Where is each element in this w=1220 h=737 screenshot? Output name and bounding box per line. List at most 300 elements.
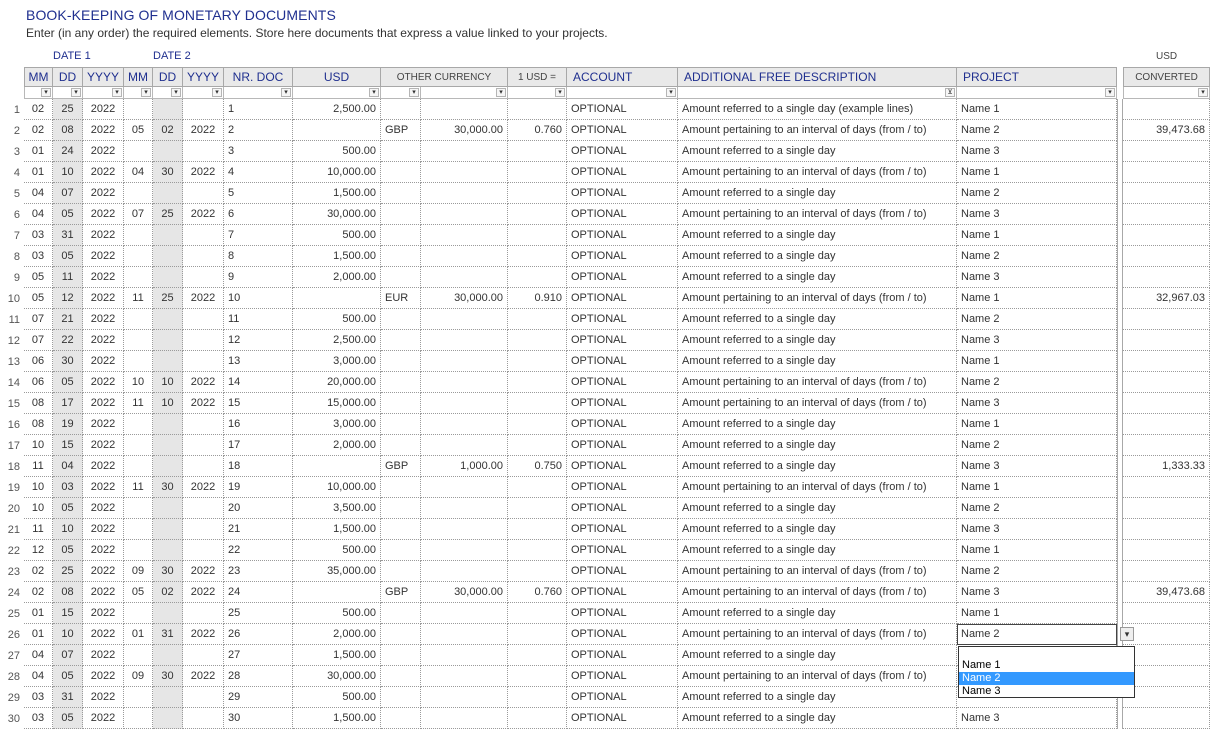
cell-yyyy2[interactable] — [183, 309, 224, 330]
cell-usd[interactable]: 1,500.00 — [293, 708, 381, 729]
cell-rate[interactable] — [508, 540, 567, 561]
cell-converted[interactable] — [1123, 624, 1210, 645]
cell-yyyy2[interactable] — [183, 414, 224, 435]
cell-account[interactable]: OPTIONAL — [567, 183, 678, 204]
cell-account[interactable]: OPTIONAL — [567, 246, 678, 267]
cell-usd[interactable]: 500.00 — [293, 141, 381, 162]
cell-dd1[interactable]: 08 — [53, 582, 83, 603]
cell-dd1[interactable]: 07 — [53, 645, 83, 666]
cell-description[interactable]: Amount pertaining to an interval of days (from / to) — [678, 582, 957, 603]
cell-project[interactable]: Name 1 — [957, 540, 1117, 561]
cell-dd2[interactable]: 25 — [153, 204, 183, 225]
cell-dd2[interactable]: 30 — [153, 477, 183, 498]
cell-mm2[interactable] — [124, 99, 153, 120]
cell-yyyy2[interactable]: 2022 — [183, 162, 224, 183]
cell-dd1[interactable]: 05 — [53, 372, 83, 393]
cell-description[interactable]: Amount referred to a single day (example lines) — [678, 99, 957, 120]
cell-dd2[interactable]: 10 — [153, 393, 183, 414]
cell-amount[interactable] — [421, 267, 508, 288]
cell-yyyy1[interactable]: 2022 — [83, 624, 124, 645]
dropdown-arrow-icon[interactable]: ▾ — [409, 88, 419, 97]
cell-yyyy1[interactable]: 2022 — [83, 120, 124, 141]
cell-project[interactable]: Name 2 — [957, 624, 1117, 645]
cell-rate[interactable] — [508, 666, 567, 687]
cell-usd[interactable]: 15,000.00 — [293, 393, 381, 414]
chevron-down-icon[interactable]: ▾ — [1120, 627, 1134, 641]
col-description[interactable]: ADDITIONAL FREE DESCRIPTION — [678, 67, 957, 87]
cell-project[interactable]: Name 1 — [957, 288, 1117, 309]
cell-yyyy2[interactable] — [183, 141, 224, 162]
cell-dd2[interactable] — [153, 309, 183, 330]
cell-currency[interactable]: GBP — [381, 456, 421, 477]
cell-dd1[interactable]: 07 — [53, 183, 83, 204]
cell-converted[interactable] — [1123, 162, 1210, 183]
cell-yyyy1[interactable]: 2022 — [83, 603, 124, 624]
cell-rate[interactable] — [508, 687, 567, 708]
cell-description[interactable]: Amount referred to a single day — [678, 246, 957, 267]
cell-currency[interactable] — [381, 414, 421, 435]
cell-nrdoc[interactable]: 15 — [224, 393, 293, 414]
cell-nrdoc[interactable]: 28 — [224, 666, 293, 687]
dropdown-option-name-3[interactable]: Name 3 — [962, 685, 1001, 697]
cell-currency[interactable] — [381, 708, 421, 729]
cell-mm2[interactable] — [124, 456, 153, 477]
cell-dd2[interactable]: 02 — [153, 120, 183, 141]
col-mm1[interactable]: MM — [24, 67, 53, 87]
cell-amount[interactable] — [421, 225, 508, 246]
cell-account[interactable]: OPTIONAL — [567, 204, 678, 225]
cell-nrdoc[interactable]: 16 — [224, 414, 293, 435]
cell-rate[interactable] — [508, 561, 567, 582]
cell-mm1[interactable]: 08 — [24, 414, 53, 435]
cell-mm2[interactable] — [124, 687, 153, 708]
cell-currency[interactable] — [381, 162, 421, 183]
cell-yyyy2[interactable] — [183, 687, 224, 708]
cell-amount[interactable]: 30,000.00 — [421, 120, 508, 141]
cell-mm2[interactable] — [124, 645, 153, 666]
cell-usd[interactable]: 10,000.00 — [293, 477, 381, 498]
cell-dd2[interactable] — [153, 330, 183, 351]
cell-yyyy2[interactable] — [183, 183, 224, 204]
cell-mm2[interactable] — [124, 183, 153, 204]
cell-rate[interactable] — [508, 393, 567, 414]
filter-project[interactable] — [957, 87, 1117, 99]
filter-rate[interactable] — [508, 87, 567, 99]
cell-amount[interactable] — [421, 309, 508, 330]
cell-description[interactable]: Amount referred to a single day — [678, 267, 957, 288]
col-nrdoc[interactable]: NR. DOC — [224, 67, 293, 87]
cell-usd[interactable]: 1,500.00 — [293, 519, 381, 540]
cell-dd1[interactable]: 05 — [53, 666, 83, 687]
cell-rate[interactable]: 0.760 — [508, 120, 567, 141]
cell-dd1[interactable]: 21 — [53, 309, 83, 330]
cell-converted[interactable] — [1123, 225, 1210, 246]
cell-yyyy2[interactable]: 2022 — [183, 666, 224, 687]
cell-dd2[interactable] — [153, 687, 183, 708]
cell-converted[interactable] — [1123, 477, 1210, 498]
cell-usd[interactable]: 30,000.00 — [293, 204, 381, 225]
cell-currency[interactable]: GBP — [381, 582, 421, 603]
cell-mm1[interactable]: 01 — [24, 141, 53, 162]
cell-dd1[interactable]: 10 — [53, 519, 83, 540]
cell-usd[interactable]: 2,500.00 — [293, 99, 381, 120]
cell-project[interactable]: Name 1 — [957, 351, 1117, 372]
cell-yyyy1[interactable]: 2022 — [83, 309, 124, 330]
cell-project[interactable]: Name 3 — [957, 267, 1117, 288]
cell-mm1[interactable]: 01 — [24, 624, 53, 645]
cell-dd2[interactable]: 02 — [153, 582, 183, 603]
cell-mm1[interactable]: 04 — [24, 645, 53, 666]
cell-yyyy1[interactable]: 2022 — [83, 162, 124, 183]
cell-amount[interactable] — [421, 666, 508, 687]
cell-dd2[interactable] — [153, 183, 183, 204]
cell-dd2[interactable]: 25 — [153, 288, 183, 309]
cell-description[interactable]: Amount referred to a single day — [678, 456, 957, 477]
cell-currency[interactable] — [381, 624, 421, 645]
cell-dd1[interactable]: 22 — [53, 330, 83, 351]
dropdown-arrow-icon[interactable]: ▾ — [1105, 88, 1115, 97]
cell-usd[interactable]: 3,000.00 — [293, 414, 381, 435]
cell-mm1[interactable]: 05 — [24, 267, 53, 288]
cell-mm2[interactable] — [124, 267, 153, 288]
col-converted[interactable]: CONVERTED — [1123, 67, 1210, 87]
cell-mm1[interactable]: 03 — [24, 246, 53, 267]
cell-yyyy1[interactable]: 2022 — [83, 267, 124, 288]
cell-account[interactable]: OPTIONAL — [567, 456, 678, 477]
cell-project[interactable]: Name 3 — [957, 330, 1117, 351]
dropdown-arrow-icon[interactable]: ▾ — [666, 88, 676, 97]
cell-mm2[interactable] — [124, 519, 153, 540]
cell-yyyy1[interactable]: 2022 — [83, 372, 124, 393]
filter-currency[interactable] — [381, 87, 421, 99]
cell-rate[interactable] — [508, 519, 567, 540]
cell-dd1[interactable]: 08 — [53, 120, 83, 141]
cell-yyyy2[interactable] — [183, 267, 224, 288]
cell-usd[interactable]: 3,500.00 — [293, 498, 381, 519]
cell-dd2[interactable] — [153, 351, 183, 372]
cell-rate[interactable] — [508, 267, 567, 288]
cell-nrdoc[interactable]: 13 — [224, 351, 293, 372]
cell-mm2[interactable] — [124, 540, 153, 561]
filter-account[interactable] — [567, 87, 678, 99]
cell-description[interactable]: Amount pertaining to an interval of days (from / to) — [678, 372, 957, 393]
cell-nrdoc[interactable]: 9 — [224, 267, 293, 288]
cell-project[interactable]: Name 2 — [957, 435, 1117, 456]
cell-rate[interactable] — [508, 498, 567, 519]
cell-yyyy2[interactable]: 2022 — [183, 120, 224, 141]
cell-dd1[interactable]: 10 — [53, 624, 83, 645]
cell-yyyy2[interactable]: 2022 — [183, 582, 224, 603]
cell-amount[interactable] — [421, 372, 508, 393]
cell-description[interactable]: Amount pertaining to an interval of days (from / to) — [678, 162, 957, 183]
cell-rate[interactable] — [508, 183, 567, 204]
cell-nrdoc[interactable]: 11 — [224, 309, 293, 330]
cell-dd1[interactable]: 04 — [53, 456, 83, 477]
cell-dd1[interactable]: 10 — [53, 162, 83, 183]
cell-dd1[interactable]: 05 — [53, 540, 83, 561]
cell-converted[interactable] — [1123, 246, 1210, 267]
cell-converted[interactable] — [1123, 666, 1210, 687]
cell-amount[interactable]: 30,000.00 — [421, 288, 508, 309]
cell-currency[interactable] — [381, 351, 421, 372]
cell-account[interactable]: OPTIONAL — [567, 162, 678, 183]
cell-account[interactable]: OPTIONAL — [567, 330, 678, 351]
cell-amount[interactable] — [421, 414, 508, 435]
cell-yyyy2[interactable]: 2022 — [183, 393, 224, 414]
cell-rate[interactable]: 0.910 — [508, 288, 567, 309]
cell-yyyy1[interactable]: 2022 — [83, 435, 124, 456]
cell-project[interactable]: Name 3 — [957, 519, 1117, 540]
cell-mm1[interactable]: 10 — [24, 477, 53, 498]
cell-nrdoc[interactable]: 8 — [224, 246, 293, 267]
cell-mm2[interactable]: 01 — [124, 624, 153, 645]
cell-currency[interactable] — [381, 246, 421, 267]
cell-account[interactable]: OPTIONAL — [567, 603, 678, 624]
col-usd[interactable]: USD — [293, 67, 381, 87]
cell-account[interactable]: OPTIONAL — [567, 519, 678, 540]
cell-yyyy2[interactable]: 2022 — [183, 624, 224, 645]
cell-amount[interactable] — [421, 393, 508, 414]
cell-currency[interactable] — [381, 204, 421, 225]
cell-converted[interactable]: 39,473.68 — [1123, 120, 1210, 141]
cell-converted[interactable] — [1123, 414, 1210, 435]
col-other-currency[interactable]: OTHER CURRENCY — [381, 67, 508, 87]
cell-mm2[interactable]: 11 — [124, 477, 153, 498]
cell-rate[interactable] — [508, 435, 567, 456]
cell-account[interactable]: OPTIONAL — [567, 288, 678, 309]
cell-converted[interactable] — [1123, 687, 1210, 708]
cell-project[interactable]: Name 3 — [957, 141, 1117, 162]
cell-mm1[interactable]: 04 — [24, 204, 53, 225]
cell-dd1[interactable]: 30 — [53, 351, 83, 372]
cell-usd[interactable]: 500.00 — [293, 603, 381, 624]
cell-converted[interactable] — [1123, 498, 1210, 519]
cell-rate[interactable] — [508, 708, 567, 729]
cell-dd1[interactable]: 15 — [53, 603, 83, 624]
cell-description[interactable]: Amount referred to a single day — [678, 183, 957, 204]
cell-account[interactable]: OPTIONAL — [567, 435, 678, 456]
dropdown-arrow-icon[interactable]: ▾ — [41, 88, 51, 97]
cell-usd[interactable]: 1,500.00 — [293, 246, 381, 267]
cell-converted[interactable]: 39,473.68 — [1123, 582, 1210, 603]
cell-yyyy1[interactable]: 2022 — [83, 288, 124, 309]
cell-account[interactable]: OPTIONAL — [567, 561, 678, 582]
cell-dd1[interactable]: 17 — [53, 393, 83, 414]
cell-dd2[interactable] — [153, 414, 183, 435]
filter-nrdoc[interactable] — [224, 87, 293, 99]
cell-mm1[interactable]: 02 — [24, 582, 53, 603]
cell-mm2[interactable] — [124, 225, 153, 246]
cell-description[interactable]: Amount referred to a single day — [678, 603, 957, 624]
cell-yyyy2[interactable] — [183, 498, 224, 519]
cell-usd[interactable]: 30,000.00 — [293, 666, 381, 687]
cell-mm1[interactable]: 02 — [24, 120, 53, 141]
cell-account[interactable]: OPTIONAL — [567, 582, 678, 603]
cell-amount[interactable] — [421, 477, 508, 498]
cell-nrdoc[interactable]: 4 — [224, 162, 293, 183]
cell-usd[interactable]: 1,500.00 — [293, 183, 381, 204]
cell-yyyy1[interactable]: 2022 — [83, 393, 124, 414]
project-dropdown-list[interactable] — [958, 646, 1135, 698]
cell-yyyy2[interactable]: 2022 — [183, 372, 224, 393]
dropdown-arrow-icon[interactable]: ▾ — [141, 88, 151, 97]
cell-converted[interactable] — [1123, 645, 1210, 666]
cell-account[interactable]: OPTIONAL — [567, 99, 678, 120]
cell-currency[interactable] — [381, 372, 421, 393]
cell-amount[interactable]: 30,000.00 — [421, 582, 508, 603]
cell-account[interactable]: OPTIONAL — [567, 477, 678, 498]
cell-nrdoc[interactable]: 17 — [224, 435, 293, 456]
cell-usd[interactable]: 2,000.00 — [293, 624, 381, 645]
cell-currency[interactable] — [381, 645, 421, 666]
cell-yyyy1[interactable]: 2022 — [83, 456, 124, 477]
cell-dd2[interactable] — [153, 141, 183, 162]
cell-amount[interactable] — [421, 183, 508, 204]
cell-account[interactable]: OPTIONAL — [567, 141, 678, 162]
cell-dd2[interactable] — [153, 99, 183, 120]
cell-project[interactable]: Name 2 — [957, 183, 1117, 204]
cell-mm2[interactable] — [124, 246, 153, 267]
cell-dd1[interactable]: 05 — [53, 204, 83, 225]
cell-dd2[interactable] — [153, 225, 183, 246]
cell-account[interactable]: OPTIONAL — [567, 309, 678, 330]
cell-converted[interactable] — [1123, 204, 1210, 225]
cell-rate[interactable] — [508, 624, 567, 645]
cell-rate[interactable] — [508, 603, 567, 624]
cell-mm1[interactable]: 01 — [24, 603, 53, 624]
cell-rate[interactable] — [508, 330, 567, 351]
dropdown-arrow-icon[interactable]: ▾ — [369, 88, 379, 97]
cell-description[interactable]: Amount referred to a single day — [678, 435, 957, 456]
cell-nrdoc[interactable]: 26 — [224, 624, 293, 645]
cell-rate[interactable] — [508, 162, 567, 183]
cell-project[interactable]: Name 2 — [957, 120, 1117, 141]
cell-nrdoc[interactable]: 2 — [224, 120, 293, 141]
cell-description[interactable]: Amount referred to a single day — [678, 498, 957, 519]
cell-project[interactable]: Name 2 — [957, 309, 1117, 330]
cell-dd2[interactable] — [153, 645, 183, 666]
cell-amount[interactable] — [421, 498, 508, 519]
cell-mm1[interactable]: 02 — [24, 99, 53, 120]
cell-amount[interactable] — [421, 330, 508, 351]
dropdown-arrow-icon[interactable]: ▾ — [496, 88, 506, 97]
cell-mm1[interactable]: 08 — [24, 393, 53, 414]
cell-mm1[interactable]: 12 — [24, 540, 53, 561]
cell-converted[interactable] — [1123, 393, 1210, 414]
col-mm2[interactable]: MM — [124, 67, 153, 87]
cell-mm2[interactable] — [124, 351, 153, 372]
col-dd1[interactable]: DD — [53, 67, 83, 87]
cell-description[interactable]: Amount referred to a single day — [678, 708, 957, 729]
cell-account[interactable]: OPTIONAL — [567, 540, 678, 561]
cell-yyyy1[interactable]: 2022 — [83, 477, 124, 498]
cell-converted[interactable] — [1123, 708, 1210, 729]
col-account[interactable]: ACCOUNT — [567, 67, 678, 87]
cell-nrdoc[interactable]: 29 — [224, 687, 293, 708]
cell-dd1[interactable]: 03 — [53, 477, 83, 498]
cell-yyyy2[interactable] — [183, 540, 224, 561]
filter-usd[interactable] — [293, 87, 381, 99]
cell-dd2[interactable] — [153, 540, 183, 561]
cell-rate[interactable] — [508, 141, 567, 162]
cell-currency[interactable] — [381, 225, 421, 246]
cell-usd[interactable]: 3,000.00 — [293, 351, 381, 372]
dropdown-arrow-icon[interactable]: ▾ — [171, 88, 181, 97]
cell-project[interactable]: Name 3 — [957, 204, 1117, 225]
cell-dd2[interactable] — [153, 435, 183, 456]
cell-account[interactable]: OPTIONAL — [567, 267, 678, 288]
cell-converted[interactable]: 1,333.33 — [1123, 456, 1210, 477]
cell-mm1[interactable]: 07 — [24, 330, 53, 351]
cell-mm1[interactable]: 06 — [24, 351, 53, 372]
cell-dd1[interactable]: 31 — [53, 687, 83, 708]
col-project[interactable]: PROJECT — [957, 67, 1117, 87]
cell-amount[interactable] — [421, 603, 508, 624]
cell-usd[interactable] — [293, 120, 381, 141]
cell-mm2[interactable]: 09 — [124, 561, 153, 582]
cell-amount[interactable] — [421, 99, 508, 120]
cell-converted[interactable]: 32,967.03 — [1123, 288, 1210, 309]
cell-amount[interactable] — [421, 561, 508, 582]
filter-dd1[interactable] — [53, 87, 83, 99]
cell-dd1[interactable]: 05 — [53, 708, 83, 729]
filter-mm1[interactable] — [24, 87, 53, 99]
cell-mm1[interactable]: 02 — [24, 561, 53, 582]
dropdown-option-name-1[interactable]: Name 1 — [962, 659, 1001, 671]
cell-usd[interactable] — [293, 456, 381, 477]
cell-yyyy1[interactable]: 2022 — [83, 687, 124, 708]
cell-converted[interactable] — [1123, 309, 1210, 330]
cell-yyyy1[interactable]: 2022 — [83, 246, 124, 267]
cell-yyyy2[interactable] — [183, 456, 224, 477]
cell-yyyy2[interactable] — [183, 645, 224, 666]
cell-dd1[interactable]: 25 — [53, 561, 83, 582]
cell-dd2[interactable] — [153, 603, 183, 624]
cell-currency[interactable] — [381, 183, 421, 204]
cell-rate[interactable] — [508, 225, 567, 246]
cell-account[interactable]: OPTIONAL — [567, 414, 678, 435]
cell-dd2[interactable]: 30 — [153, 666, 183, 687]
cell-dd1[interactable]: 05 — [53, 246, 83, 267]
cell-currency[interactable] — [381, 498, 421, 519]
cell-project[interactable]: Name 2 — [957, 561, 1117, 582]
cell-yyyy1[interactable]: 2022 — [83, 183, 124, 204]
cell-usd[interactable]: 500.00 — [293, 687, 381, 708]
cell-usd[interactable]: 500.00 — [293, 309, 381, 330]
cell-converted[interactable] — [1123, 183, 1210, 204]
dropdown-arrow-icon[interactable]: ▾ — [71, 88, 81, 97]
filter-amount[interactable] — [421, 87, 508, 99]
cell-description[interactable]: Amount pertaining to an interval of days (from / to) — [678, 393, 957, 414]
col-yyyy1[interactable]: YYYY — [83, 67, 124, 87]
col-dd2[interactable]: DD — [153, 67, 183, 87]
cell-nrdoc[interactable]: 21 — [224, 519, 293, 540]
dropdown-option-name-2[interactable]: Name 2 — [959, 672, 1134, 685]
cell-currency[interactable] — [381, 309, 421, 330]
cell-account[interactable]: OPTIONAL — [567, 645, 678, 666]
filter-description[interactable] — [678, 87, 957, 99]
cell-dd1[interactable]: 05 — [53, 498, 83, 519]
cell-project[interactable]: Name 3 — [957, 456, 1117, 477]
cell-dd2[interactable] — [153, 456, 183, 477]
cell-nrdoc[interactable]: 18 — [224, 456, 293, 477]
cell-amount[interactable] — [421, 246, 508, 267]
cell-rate[interactable] — [508, 414, 567, 435]
cell-nrdoc[interactable]: 23 — [224, 561, 293, 582]
cell-mm2[interactable]: 09 — [124, 666, 153, 687]
cell-dd1[interactable]: 11 — [53, 267, 83, 288]
cell-amount[interactable] — [421, 645, 508, 666]
